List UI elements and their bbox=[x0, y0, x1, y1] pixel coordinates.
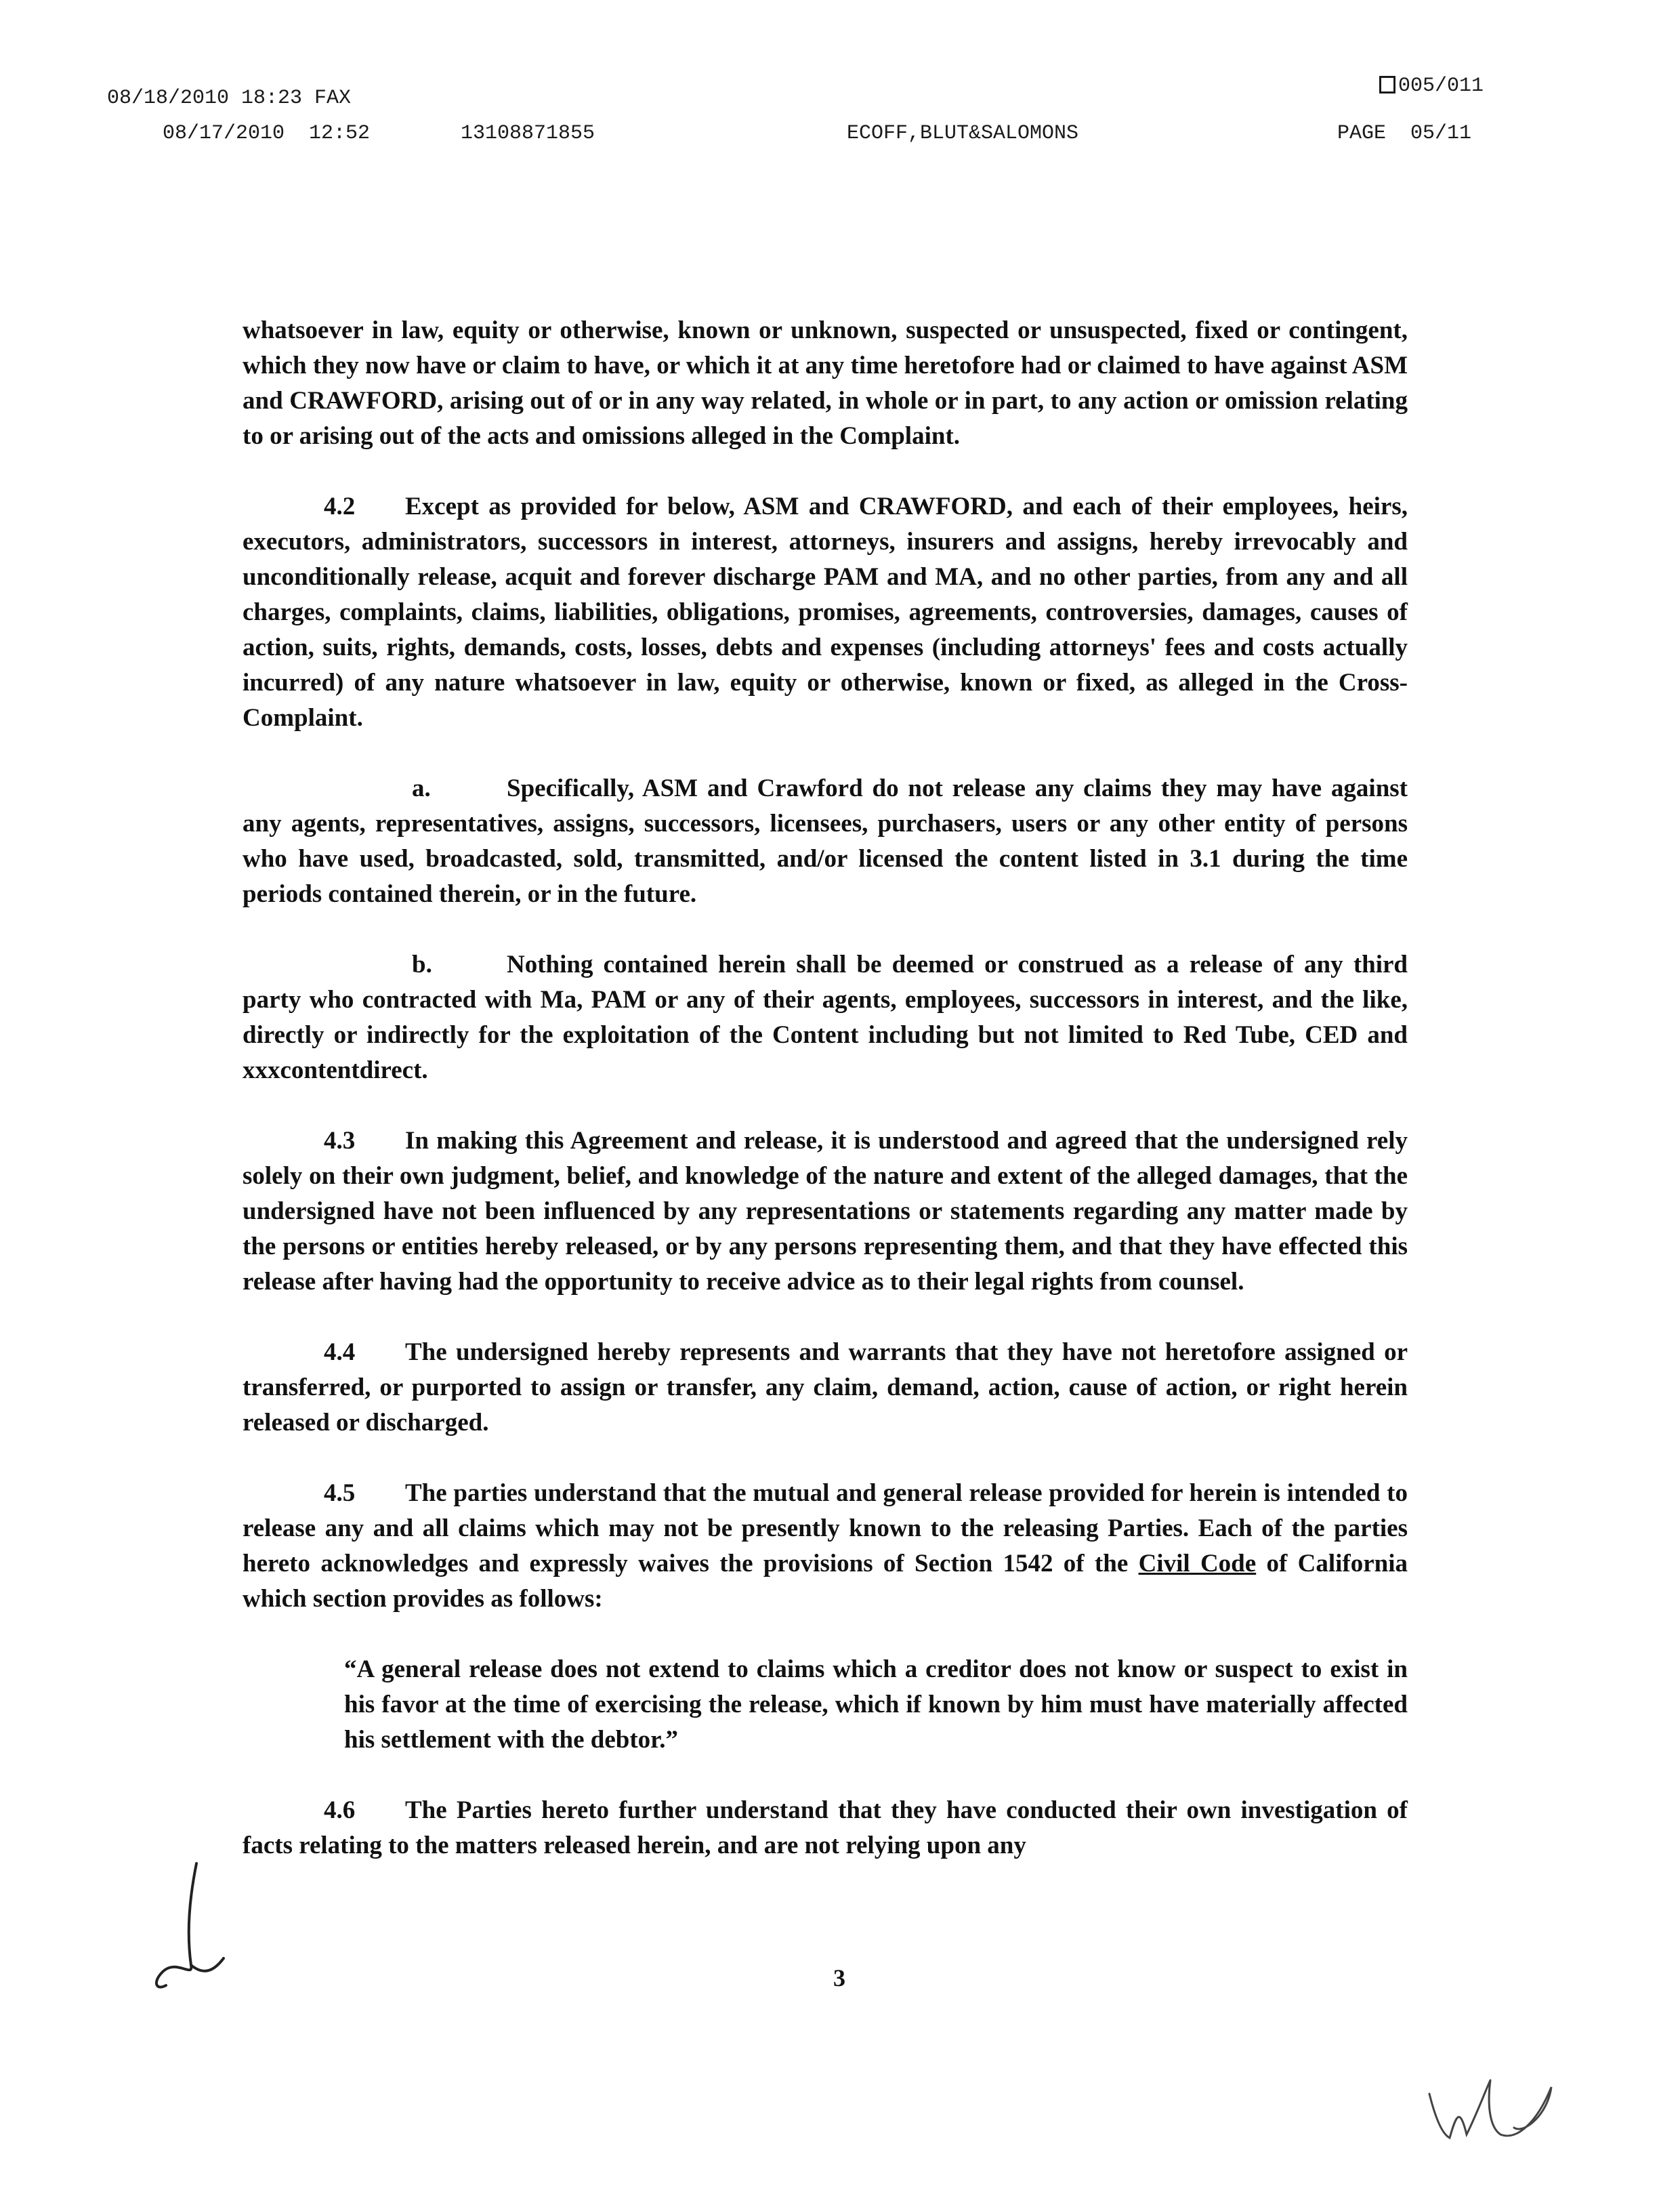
section-text: In making this Agreement and release, it is understood and agreed that the undersigned rely solely on their own judgment, belief, and knowledge of the nature and extent of the alleged damages, that the undersigned have not been influenced by any representations or statements regarding any matter made by the persons or entities hereby released, or by any persons representing them, and that they have effected this release after having had the opportunity to receive advice as to their legal rights from counsel. bbox=[243, 1127, 1408, 1296]
handwritten-initials-left bbox=[149, 1857, 230, 1992]
document-body bbox=[243, 313, 1408, 1899]
subsection-letter: a. bbox=[412, 775, 431, 802]
quoted-statute: “A general release does not extend to claims which a creditor does not know or suspect to exist in his favor at the time of exercising the release, which if known by him must have materially affected his settlement with the debtor.” bbox=[344, 1655, 1408, 1754]
subsection-text: Nothing contained herein shall be deemed or construed as a release of any third party who contracted with Ma, PAM or any of their agents, employees, successors in interest, and the like, directly or indirectly for the exploitation of the Content including but not limited to Red Tube, CED and xxxcontentdirect. bbox=[243, 951, 1408, 1084]
fax-pages: 005/011 bbox=[1398, 75, 1484, 98]
fax-timestamp-line1: 08/18/2010 18:23 FAX bbox=[107, 87, 352, 110]
section-text-tail: of California which section provides as follows: bbox=[243, 1550, 1408, 1613]
section-number: 4.3 bbox=[324, 1127, 356, 1155]
paragraph-4-6 bbox=[243, 1793, 1408, 1863]
fax-timestamp-line2: 08/17/2010 12:52 bbox=[163, 122, 371, 145]
paragraph-4-2-b bbox=[243, 947, 1408, 1088]
fax-page-icon bbox=[1379, 76, 1395, 94]
section-text: The undersigned hereby represents and warrants that they have not heretofore assigned or transferred, or purported to assign or transfer, any claim, demand, action, cause of action, or right herein released or discharged. bbox=[243, 1338, 1408, 1437]
section-number: 4.4 bbox=[324, 1338, 356, 1366]
section-number: 4.5 bbox=[324, 1479, 356, 1507]
subsection-letter: b. bbox=[412, 951, 432, 978]
paragraph-4-4 bbox=[243, 1335, 1408, 1441]
section-text: The parties understand that the mutual and general release provided for herein is intended to release any and all claims which may not be presently known to the releasing Parties. Each of the parties hereto acknowledges and expressly waives the provisions of Section 1542 of the bbox=[243, 1479, 1408, 1577]
section-text: The Parties hereto further understand that they have conducted their own investigation of facts relating to the matters released herein, and are not relying upon any bbox=[243, 1796, 1408, 1859]
page-number: 3 bbox=[833, 1964, 845, 1991]
paragraph-4-2-a bbox=[243, 771, 1408, 912]
section-text: Except as provided for below, ASM and CRAWFORD, and each of their employees, heirs, executors, administrators, successors in interest, attorneys, insurers and assigns, hereby irrevocably and unconditionally release, acquit and forever discharge PAM and MA, and no other parties, from any and all charges, complaints, claims, liabilities, obligations, promises, agreements, controversies, damages, causes of action, suits, rights, demands, costs, losses, debts and expenses (including attorneys' fees and costs actually incurred) of any nature whatsoever in law, equity or otherwise, known or fixed, as alleged in the Cross-Complaint. bbox=[243, 493, 1408, 732]
fax-phone-number: 13108871855 bbox=[461, 122, 595, 145]
fax-sender-firm: ECOFF,BLUT&SALOMONS bbox=[847, 122, 1079, 145]
fax-page-count-line1 bbox=[1379, 75, 1484, 98]
handwritten-initials-right bbox=[1423, 2060, 1558, 2148]
fax-page-line2: PAGE 05/11 bbox=[1337, 122, 1472, 145]
section-number: 4.2 bbox=[324, 493, 356, 520]
paragraph-4-5 bbox=[243, 1476, 1408, 1617]
subsection-text: Specifically, ASM and Crawford do not release any claims they may have against any agents, representatives, assigns, successors, licensees, purchasers, users or any other entity of persons who have used, broadcasted, sold, transmitted, and/or licensed the content listed in 3.1 during the time periods contained therein, or in the future. bbox=[243, 775, 1408, 908]
paragraph-continuation: whatsoever in law, equity or otherwise, known or unknown, suspected or unsuspected, fixed or contingent, which they now have or claim to have, or which it at any time heretofore had or claimed to have against ASM and CRAWFORD, arising out of or in any way related, in whole or in part, to any action or omission relating to or arising out of the acts and omissions alleged in the Complaint. bbox=[243, 316, 1408, 450]
section-number: 4.6 bbox=[324, 1796, 356, 1824]
paragraph-4-2 bbox=[243, 489, 1408, 736]
civil-code-reference: Civil Code bbox=[1138, 1550, 1257, 1577]
paragraph-4-3 bbox=[243, 1123, 1408, 1300]
